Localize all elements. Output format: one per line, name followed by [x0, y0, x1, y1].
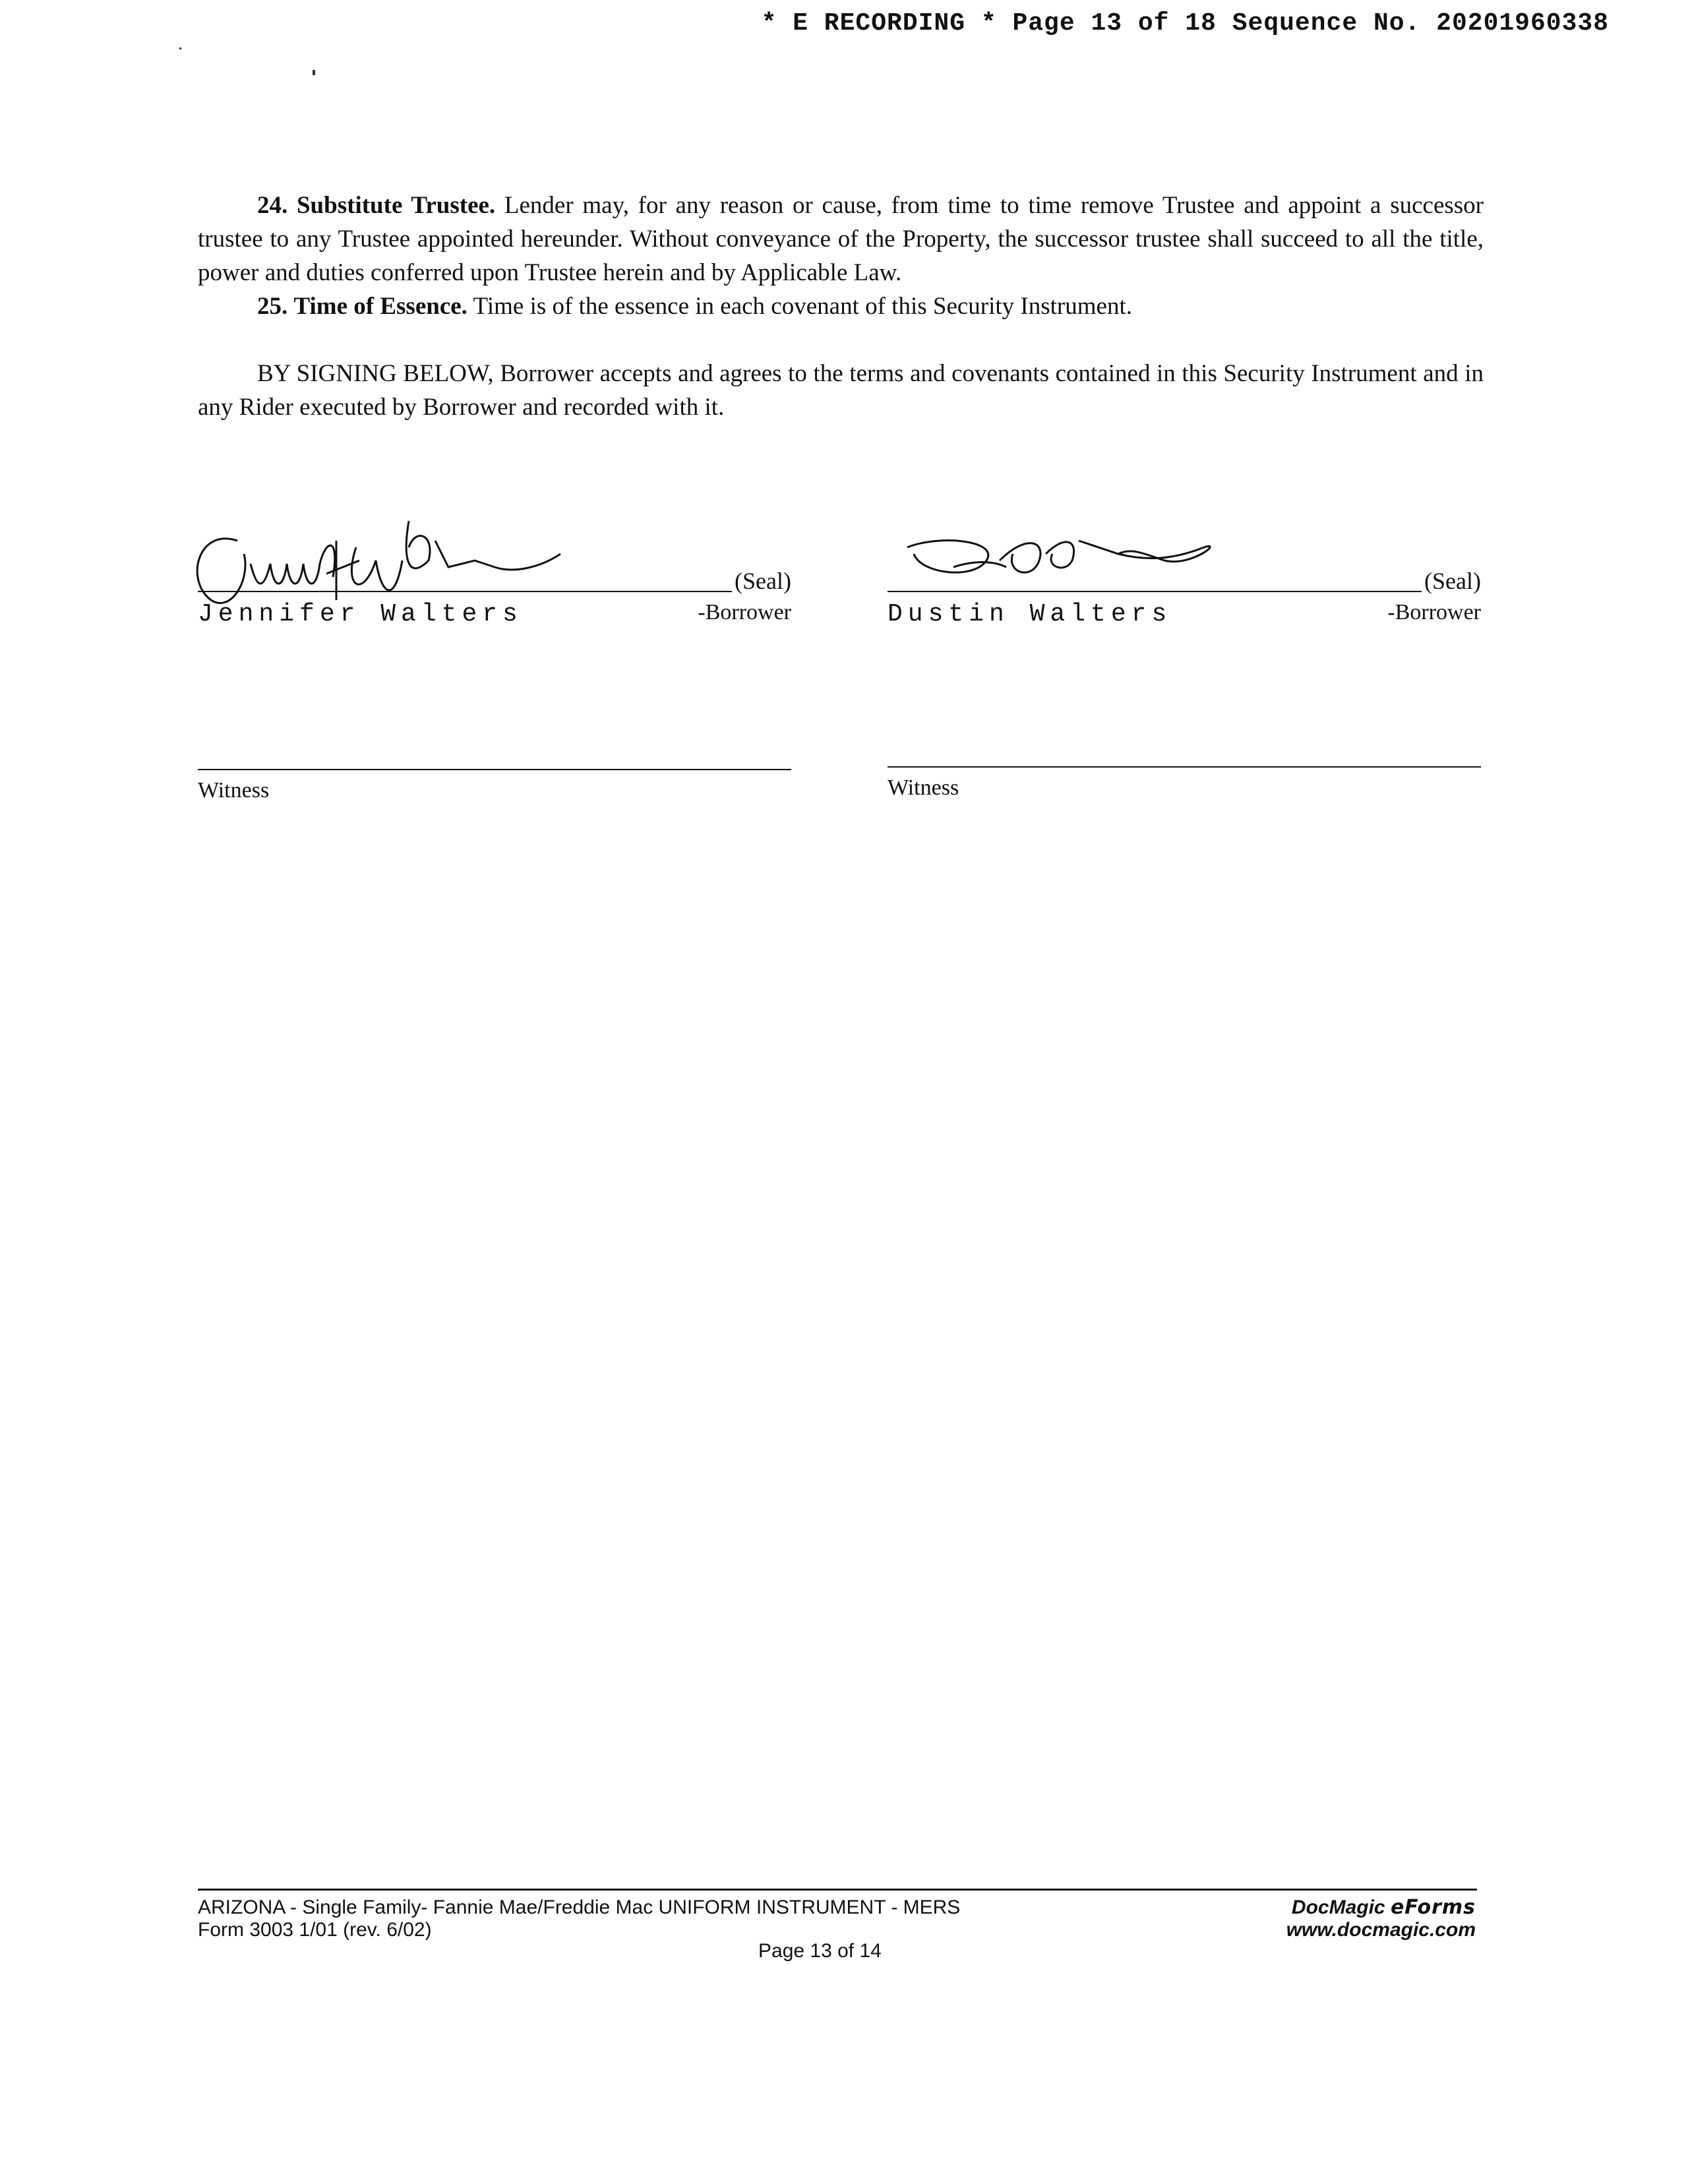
clause-number: 25.: [257, 293, 288, 320]
footer-form-number: Form 3003 1/01 (rev. 6/02): [198, 1919, 432, 1941]
borrower-name: Dustin Walters: [888, 600, 1172, 628]
footer-form-info: [198, 1896, 960, 1941]
witness-line: [888, 766, 1481, 768]
paragraph-gap: [198, 323, 1484, 357]
borrower-role: -Borrower: [698, 600, 791, 624]
witness-block-2: [888, 766, 1481, 819]
clause-title: Time of Essence.: [293, 293, 467, 320]
brand-logo: [1286, 1896, 1476, 1919]
scan-speck: [313, 70, 315, 75]
clause-number: 24.: [257, 192, 288, 219]
witness-label: Witness: [888, 775, 959, 800]
body-text: [198, 189, 1484, 424]
witness-line: [198, 769, 791, 770]
recording-header: * E RECORDING * Page 13 of 18 Sequence No. 20201960338: [761, 9, 1609, 38]
clause-24: [198, 189, 1484, 289]
clause-title: Substitute Trustee.: [296, 192, 496, 219]
footer-brand: [1286, 1896, 1476, 1941]
footer-form-title: ARIZONA - Single Family- Fannie Mae/Freddie Mac UNIFORM INSTRUMENT - MERS: [198, 1896, 961, 1918]
seal-label: (Seal): [1422, 567, 1481, 595]
clause-25: [198, 289, 1484, 323]
signature-line: [198, 591, 791, 592]
scan-speck: [179, 47, 181, 49]
seal-label: (Seal): [732, 567, 791, 595]
witness-label: Witness: [198, 778, 270, 803]
footer-rule: [198, 1889, 1477, 1891]
borrower-name: Jennifer Walters: [198, 600, 523, 628]
signature-line: [888, 591, 1481, 592]
brand-name: DocMagic: [1291, 1896, 1385, 1918]
signature-block-borrower-1: [198, 528, 791, 633]
signature-block-borrower-2: [888, 528, 1481, 633]
clause-text: Lender may, for any reason or cause, from time to time remove Trustee and appoint a successor trustee to any Trustee appointed hereunder. Without conveyance of the Property, the successor trustee shall succeed to all the title, power and duties conferred upon Trustee herein and by Applicable Law.: [198, 192, 1484, 286]
brand-url: www.docmagic.com: [1286, 1919, 1476, 1941]
borrower-role: -Borrower: [1387, 600, 1481, 624]
footer-page-number: Page 13 of 14: [758, 1940, 882, 1962]
witness-block-1: [198, 769, 791, 822]
clause-text: Time is of the essence in each covenant of this Security Instrument.: [473, 293, 1132, 320]
signing-statement: BY SIGNING BELOW, Borrower accepts and agrees to the terms and covenants contained in this Security Instrument and in any Rider executed by Borrower and recorded with it.: [198, 360, 1484, 421]
brand-eforms: eForms: [1390, 1896, 1476, 1919]
